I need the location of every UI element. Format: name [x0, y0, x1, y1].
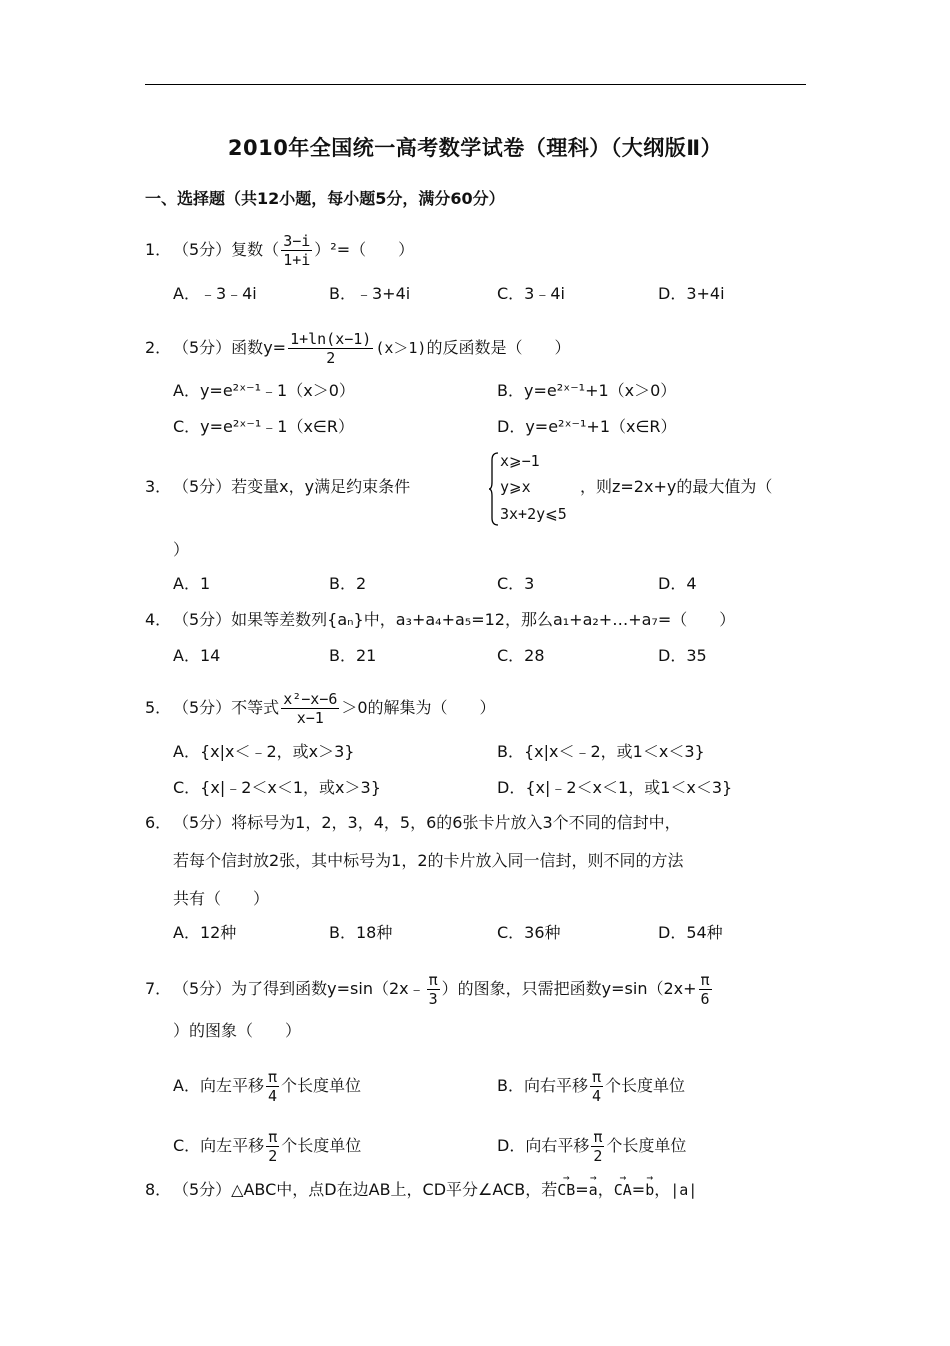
question-number: 4． — [145, 610, 172, 629]
option-b[interactable]: B．2 — [329, 574, 367, 593]
fraction: $\frac{\pi}{6}$ — [700, 971, 710, 1008]
option-c[interactable]: C．y=e²ˣ⁻¹﹣1（x∈R） — [173, 417, 354, 436]
option-d[interactable]: D．54种 — [658, 923, 723, 942]
option-c[interactable]: C．{x|﹣2＜x＜1，或x＞3} — [173, 778, 381, 797]
option-d[interactable]: D．4 — [658, 574, 697, 593]
option-a[interactable]: A．{x|x＜﹣2，或x＞3} — [173, 742, 355, 761]
question-7: 7． （5分）为了得到函数y=sin（2x﹣ $\frac{\pi}{3}$ ）的图象，只需把函数y=sin（2x+ $\frac{\pi}{6}$ — [145, 971, 710, 1008]
vector-a: → a — [589, 1180, 598, 1200]
option-a[interactable]: A．向左平移 $\frac{\pi}{4}$ 个长度单位 — [173, 1068, 361, 1105]
question-3-close: ） — [173, 540, 190, 559]
question-number: 7． — [145, 979, 172, 998]
constraint-2: y⩾x — [500, 478, 531, 496]
question-3: 3． （5分）若变量x，y满足约束条件 — [145, 477, 411, 496]
question-number: 3． — [145, 477, 172, 496]
question-8: 8． （5分）△ABC中，点D在边AB上，CD平分∠ACB，若→ CB=→ a，→ CA=→ b，|a| — [145, 1180, 697, 1200]
fraction: $\frac{\pi}{4}$ — [267, 1068, 277, 1105]
option-a[interactable]: A．1 — [173, 574, 211, 593]
option-d[interactable]: D．3+4i — [658, 284, 725, 303]
fraction: $\frac{3-i}{1+i}$ — [283, 232, 311, 269]
question-number: 2． — [145, 338, 172, 357]
question-6-line-2: 若每个信封放2张，其中标号为1，2的卡片放入同一信封，则不同的方法 — [173, 851, 684, 870]
option-c[interactable]: C．3 — [497, 574, 535, 593]
option-b[interactable]: B．向右平移 $\frac{\pi}{4}$ 个长度单位 — [497, 1068, 686, 1105]
question-7-line-2: ）的图象（ ） — [173, 1021, 302, 1040]
option-d[interactable]: D．y=e²ˣ⁻¹+1（x∈R） — [497, 417, 677, 436]
vector-b: → b — [645, 1180, 654, 1200]
vector-cb: → CB — [557, 1180, 575, 1200]
question-1: 1． （5分）复数（ $\frac{3-i}{1+i}$ ）²=（ ） — [145, 232, 415, 269]
option-c[interactable]: C．向左平移 $\frac{\pi}{2}$ 个长度单位 — [173, 1128, 362, 1165]
question-number: 5． — [145, 698, 172, 717]
option-d[interactable]: D．35 — [658, 646, 707, 665]
question-5: 5． （5分）不等式 $\frac{\text{x²−x−6}}{x-1}$ ＞0的解集为（ ） — [145, 690, 496, 727]
option-c[interactable]: C．28 — [497, 646, 545, 665]
fraction: $\frac{\pi}{3}$ — [428, 971, 438, 1008]
option-a[interactable]: A．14 — [173, 646, 221, 665]
option-b[interactable]: B．21 — [329, 646, 377, 665]
brace-icon — [488, 452, 500, 526]
vector-ca: → CA — [614, 1180, 632, 1200]
question-number: 6． — [145, 813, 172, 832]
question-number: 1． — [145, 240, 172, 259]
question-number: 8． — [145, 1180, 172, 1199]
constraint-3: 3x+2y⩽5 — [500, 505, 567, 523]
option-c[interactable]: C．3﹣4i — [497, 284, 565, 303]
constraint-1: x⩾−1 — [500, 452, 540, 470]
question-4: 4． （5分）如果等差数列{aₙ}中，a₃+a₄+a₅=12，那么a₁+a₂+…+a₇=（ ） — [145, 610, 736, 629]
option-b[interactable]: B．y=e²ˣ⁻¹+1（x＞0） — [497, 381, 677, 400]
section-heading: 一、选择题（共12小题，每小题5分，满分60分） — [145, 189, 505, 208]
fraction: $\frac{1+\ln(x-1)}{2}$ — [290, 330, 372, 367]
option-d[interactable]: D．{x|﹣2＜x＜1，或1＜x＜3} — [497, 778, 733, 797]
option-a[interactable]: A．y=e²ˣ⁻¹﹣1（x＞0） — [173, 381, 355, 400]
fraction: $\frac{\pi}{2}$ — [268, 1128, 278, 1165]
option-b[interactable]: B．﹣3+4i — [329, 284, 411, 303]
abs-a: |a| — [670, 1181, 698, 1199]
question-6-line-3: 共有（ ） — [173, 889, 270, 908]
question-3-tail: ，则z=2x+y的最大值为（ — [580, 477, 773, 496]
option-b[interactable]: B．{x|x＜﹣2，或1＜x＜3} — [497, 742, 705, 761]
option-a[interactable]: A．12种 — [173, 923, 237, 942]
fraction: $\frac{\pi}{2}$ — [593, 1128, 603, 1165]
option-a[interactable]: A．﹣3﹣4i — [173, 284, 257, 303]
header-rule — [145, 84, 806, 85]
page-title: 2010年全国统一高考数学试卷（理科）（大纲版Ⅱ） — [227, 136, 723, 160]
question-6: 6． （5分）将标号为1，2，3，4，5，6的6张卡片放入3个不同的信封中， — [145, 813, 681, 832]
question-2: 2． （5分）函数y= $\frac{1+\ln(x-1)}{2}$ (x＞1)的反函数是（ ） — [145, 330, 571, 367]
option-c[interactable]: C．36种 — [497, 923, 561, 942]
fraction: $\frac{\text{x²−x−6}}{x-1}$ — [283, 690, 338, 727]
fraction: $\frac{\pi}{4}$ — [591, 1068, 602, 1105]
option-b[interactable]: B．18种 — [329, 923, 393, 942]
option-d[interactable]: D．向右平移 $\frac{\pi}{2}$ 个长度单位 — [497, 1128, 687, 1165]
